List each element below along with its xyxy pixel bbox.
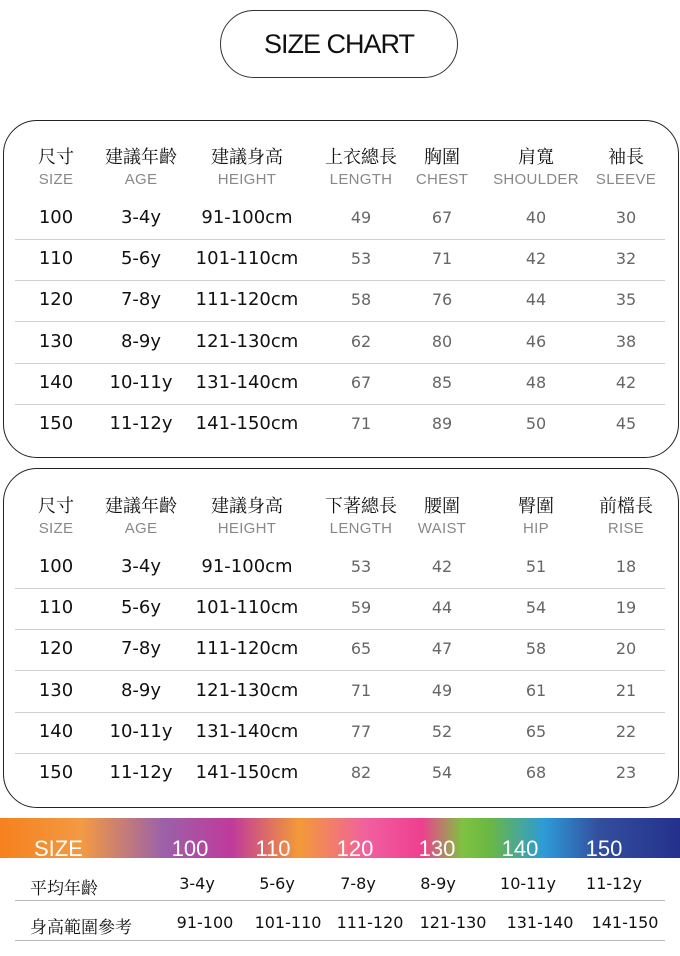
summary-age-cell: 10-11y — [500, 874, 556, 893]
header-size-zh: 尺寸 — [38, 496, 74, 517]
cell-measure-a: 89 — [431, 414, 453, 433]
cell-age: 8-9y — [120, 330, 162, 352]
table-row-divider — [15, 712, 665, 713]
cell-measure-c: 20 — [615, 639, 637, 659]
cell-age: 7-8y — [120, 289, 162, 311]
summary-height-cell: 111-120 — [336, 913, 404, 932]
cell-size: 150 — [38, 413, 74, 434]
cell-measure-a: 52 — [431, 721, 453, 741]
cell-measure-a: 47 — [431, 639, 453, 659]
cell-measure-b: 42 — [525, 249, 547, 269]
header-height-zh: 建議身高 — [211, 496, 283, 517]
header-measure-c-en: SLEEVE — [595, 171, 657, 188]
cell-height: 141-150cm — [195, 762, 299, 783]
header-measure-b-en: HIP — [523, 520, 549, 537]
cell-measure-c: 32 — [615, 249, 637, 269]
height-range-label: 身高範圍參考 — [30, 918, 132, 938]
size-bar-label: SIZE — [34, 836, 83, 858]
table-row-divider — [15, 239, 665, 240]
cell-age: 11-12y — [109, 413, 173, 434]
table-row-divider — [15, 321, 665, 322]
cell-measure-a: 42 — [431, 557, 453, 576]
cell-length: 62 — [350, 331, 372, 351]
cell-measure-c: 19 — [615, 598, 637, 618]
cell-height: 141-150cm — [195, 413, 299, 434]
cell-measure-c: 30 — [615, 208, 637, 227]
header-measure-b-en: SHOULDER — [493, 171, 579, 188]
cell-age: 10-11y — [109, 720, 173, 742]
cell-measure-b: 40 — [525, 208, 547, 227]
cell-age: 5-6y — [120, 248, 162, 270]
cell-measure-a: 85 — [431, 372, 453, 392]
cell-measure-c: 42 — [615, 372, 637, 392]
cell-age: 3-4y — [120, 556, 162, 577]
table-row-divider — [15, 753, 665, 754]
cell-size: 130 — [38, 330, 74, 352]
cell-measure-b: 58 — [525, 639, 547, 659]
header-length-en: LENGTH — [329, 171, 393, 188]
table-row-divider — [15, 670, 665, 671]
cell-measure-b: 68 — [525, 763, 547, 782]
summary-height-cell: 91-100 — [176, 913, 234, 932]
header-measure-a-en: CHEST — [415, 171, 469, 188]
cell-measure-c: 45 — [615, 414, 637, 433]
header-length-zh: 上衣總長 — [325, 147, 397, 168]
summary-height-cell: 121-130 — [419, 913, 487, 932]
summary-age-cell: 7-8y — [340, 874, 376, 893]
cell-length: 49 — [350, 208, 372, 227]
cell-measure-c: 35 — [615, 290, 637, 310]
header-height-zh: 建議身高 — [211, 147, 283, 168]
cell-height: 131-140cm — [195, 371, 299, 393]
summary-divider — [15, 900, 665, 901]
summary-age-cell: 3-4y — [179, 874, 215, 893]
cell-age: 10-11y — [109, 371, 173, 393]
cell-measure-b: 48 — [525, 372, 547, 392]
cell-measure-b: 46 — [525, 331, 547, 351]
average-age-label: 平均年齡 — [30, 879, 98, 899]
header-height-en: HEIGHT — [217, 520, 277, 537]
cell-height: 121-130cm — [195, 330, 299, 352]
cell-size: 140 — [38, 371, 74, 393]
cell-length: 77 — [350, 721, 372, 741]
size-bar-value: 110 — [255, 836, 291, 858]
cell-size: 100 — [38, 556, 74, 577]
cell-length: 67 — [350, 372, 372, 392]
summary-divider — [15, 940, 665, 941]
table-row-divider — [15, 280, 665, 281]
cell-measure-b: 51 — [525, 557, 547, 576]
cell-measure-a: 76 — [431, 290, 453, 310]
summary-height-cell: 101-110 — [254, 913, 322, 932]
header-age-en: AGE — [124, 171, 158, 188]
cell-height: 101-110cm — [195, 248, 299, 270]
cell-measure-a: 44 — [431, 598, 453, 618]
cell-measure-c: 22 — [615, 721, 637, 741]
size-bar-value: 130 — [418, 836, 456, 858]
cell-height: 101-110cm — [195, 597, 299, 619]
page-title: SIZE CHART — [220, 10, 458, 78]
cell-measure-a: 49 — [431, 680, 453, 700]
cell-measure-c: 38 — [615, 331, 637, 351]
summary-age-cell: 5-6y — [259, 874, 295, 893]
cell-measure-b: 50 — [525, 414, 547, 433]
size-bar-value: 120 — [336, 836, 374, 858]
header-age-zh: 建議年齡 — [105, 496, 177, 517]
cell-size: 120 — [38, 638, 74, 660]
cell-length: 82 — [350, 763, 372, 782]
cell-height: 111-120cm — [195, 638, 299, 660]
header-age-en: AGE — [124, 520, 158, 537]
cell-measure-c: 21 — [615, 680, 637, 700]
cell-length: 59 — [350, 598, 372, 618]
header-measure-b-zh: 肩寬 — [518, 147, 554, 168]
header-age-zh: 建議年齡 — [105, 147, 177, 168]
table-row-divider — [15, 363, 665, 364]
header-measure-a-zh: 腰圍 — [424, 496, 460, 517]
bottoms-size-table — [3, 468, 679, 808]
cell-size: 150 — [38, 762, 74, 783]
cell-length: 65 — [350, 639, 372, 659]
summary-age-cell: 11-12y — [586, 874, 642, 893]
cell-age: 8-9y — [120, 679, 162, 701]
header-size-zh: 尺寸 — [38, 147, 74, 168]
cell-length: 58 — [350, 290, 372, 310]
cell-height: 91-100cm — [201, 556, 293, 577]
size-bar-value: 150 — [585, 836, 623, 858]
cell-height: 111-120cm — [195, 289, 299, 311]
header-length-en: LENGTH — [329, 520, 393, 537]
cell-measure-c: 23 — [615, 763, 637, 782]
cell-size: 130 — [38, 679, 74, 701]
table-row-divider — [15, 588, 665, 589]
cell-length: 71 — [350, 414, 372, 433]
cell-measure-a: 71 — [431, 249, 453, 269]
cell-size: 110 — [38, 248, 74, 270]
table-row-divider — [15, 629, 665, 630]
summary-height-cell: 141-150 — [591, 913, 659, 932]
cell-measure-b: 54 — [525, 598, 547, 618]
header-size-en: SIZE — [38, 171, 74, 188]
summary-height-cell: 131-140 — [506, 913, 574, 932]
header-measure-c-zh: 袖長 — [608, 147, 644, 168]
header-measure-a-zh: 胸圍 — [424, 147, 460, 168]
size-bar-value: 100 — [171, 836, 209, 858]
summary-age-cell: 8-9y — [420, 874, 456, 893]
cell-size: 140 — [38, 720, 74, 742]
size-gradient-bar — [0, 818, 680, 858]
cell-length: 53 — [350, 249, 372, 269]
cell-age: 11-12y — [109, 762, 173, 783]
cell-length: 53 — [350, 557, 372, 576]
cell-height: 131-140cm — [195, 720, 299, 742]
cell-size: 110 — [38, 597, 74, 619]
cell-age: 3-4y — [120, 207, 162, 228]
cell-measure-b: 65 — [525, 721, 547, 741]
cell-measure-c: 18 — [615, 557, 637, 576]
cell-height: 121-130cm — [195, 679, 299, 701]
header-measure-a-en: WAIST — [417, 520, 467, 537]
header-height-en: HEIGHT — [217, 171, 277, 188]
header-measure-c-en: RISE — [607, 520, 645, 537]
cell-age: 5-6y — [120, 597, 162, 619]
cell-measure-b: 44 — [525, 290, 547, 310]
header-measure-b-zh: 臀圍 — [518, 496, 554, 517]
cell-length: 71 — [350, 680, 372, 700]
cell-size: 120 — [38, 289, 74, 311]
header-length-zh: 下著總長 — [325, 496, 397, 517]
cell-measure-a: 80 — [431, 331, 453, 351]
cell-height: 91-100cm — [201, 207, 293, 228]
cell-measure-a: 67 — [431, 208, 453, 227]
cell-size: 100 — [38, 207, 74, 228]
header-size-en: SIZE — [38, 520, 74, 537]
cell-measure-a: 54 — [431, 763, 453, 782]
table-row-divider — [15, 404, 665, 405]
size-bar-value: 140 — [501, 836, 539, 858]
header-measure-c-zh: 前檔長 — [599, 496, 653, 517]
cell-age: 7-8y — [120, 638, 162, 660]
cell-measure-b: 61 — [525, 680, 547, 700]
